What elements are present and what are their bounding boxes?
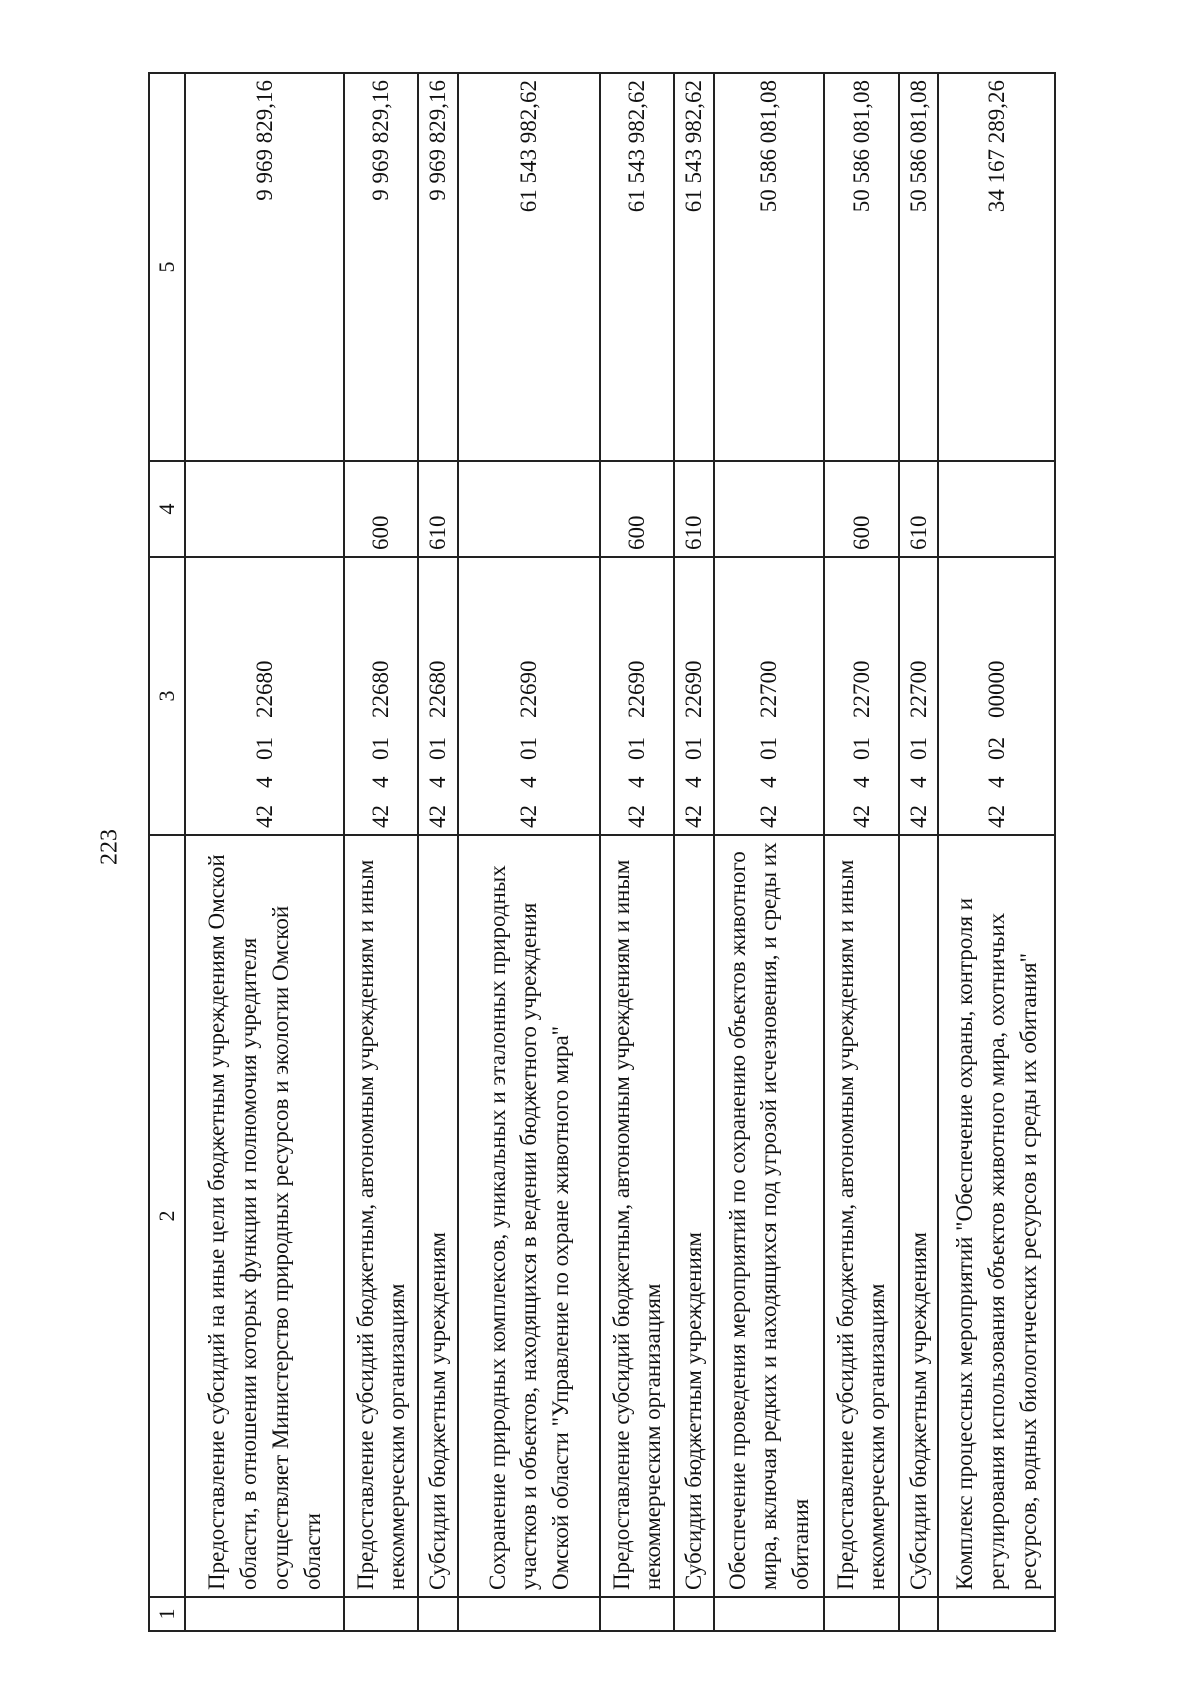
table-row [674, 73, 714, 1631]
row-number-cell [938, 1597, 1055, 1631]
code-type: 4 [251, 776, 277, 788]
expense-kind-cell: 600 [824, 461, 898, 557]
code-element: 01 [425, 737, 451, 760]
amount-cell: 9 969 829,16 [418, 73, 458, 461]
code-type: 4 [681, 776, 707, 788]
code-cell [418, 557, 458, 835]
code-direction: 22680 [425, 660, 451, 718]
description-cell: Субсидии бюджетным учреждениям [418, 835, 458, 1597]
table-row [600, 73, 674, 1631]
row-number-cell [344, 1597, 418, 1631]
code-cell [714, 557, 824, 835]
description-cell: Субсидии бюджетным учреждениям [674, 835, 714, 1597]
code-type: 4 [756, 776, 782, 788]
code-program: 42 [251, 805, 277, 828]
header-col-1: 1 [149, 1597, 185, 1631]
header-col-4: 4 [149, 461, 185, 557]
amount-cell: 50 586 081,08 [714, 73, 824, 461]
amount-cell: 9 969 829,16 [185, 73, 344, 461]
code-element: 01 [516, 737, 542, 760]
amount-cell: 50 586 081,08 [899, 73, 939, 461]
expense-kind-cell [938, 461, 1055, 557]
table-row [185, 73, 344, 1631]
amount-cell: 34 167 289,26 [938, 73, 1055, 461]
row-number-cell [418, 1597, 458, 1631]
description-cell: Обеспечение проведения мероприятий по сохранению объектов животного мира, включая редких и находящихся под угрозой исчезновения, и среды их обитания [714, 835, 824, 1597]
code-program: 42 [848, 805, 874, 828]
code-program: 42 [425, 805, 451, 828]
code-cell [600, 557, 674, 835]
code-element: 01 [681, 737, 707, 760]
code-program: 42 [681, 805, 707, 828]
header-row [149, 73, 185, 1631]
code-cell [674, 557, 714, 835]
code-direction: 00000 [983, 660, 1009, 718]
expense-kind-cell [714, 461, 824, 557]
code-direction: 22690 [516, 660, 542, 718]
code-program: 42 [905, 805, 931, 828]
row-number-cell [458, 1597, 600, 1631]
code-cell [938, 557, 1055, 835]
budget-table [148, 72, 1056, 1632]
code-element: 02 [983, 737, 1009, 760]
table-row [938, 73, 1055, 1631]
code-element: 01 [848, 737, 874, 760]
description-cell: Предоставление субсидий бюджетным, автономным учреждениям и иным некоммерческим организациям [600, 835, 674, 1597]
amount-cell: 61 543 982,62 [458, 73, 600, 461]
code-direction: 22690 [624, 660, 650, 718]
row-number-cell [824, 1597, 898, 1631]
code-type: 4 [425, 776, 451, 788]
header-col-2: 2 [149, 835, 185, 1597]
code-element: 01 [905, 737, 931, 760]
code-cell [824, 557, 898, 835]
code-direction: 22700 [756, 660, 782, 718]
amount-cell: 9 969 829,16 [344, 73, 418, 461]
expense-kind-cell: 600 [344, 461, 418, 557]
amount-cell: 61 543 982,62 [600, 73, 674, 461]
expense-kind-cell [185, 461, 344, 557]
table-row [899, 73, 939, 1631]
expense-kind-cell [458, 461, 600, 557]
code-program: 42 [756, 805, 782, 828]
code-element: 01 [756, 737, 782, 760]
table-row [458, 73, 600, 1631]
table-row [344, 73, 418, 1631]
page-number: 223 [96, 829, 123, 865]
code-program: 42 [624, 805, 650, 828]
code-cell [344, 557, 418, 835]
code-type: 4 [368, 776, 394, 788]
code-direction: 22680 [368, 660, 394, 718]
code-element: 01 [368, 737, 394, 760]
code-type: 4 [983, 776, 1009, 788]
code-direction: 22690 [681, 660, 707, 718]
description-cell: Сохранение природных комплексов, уникальных и эталонных природных участков и объектов, находящихся в ведении бюджетного учреждения Омской области "Управление по охране животного мира" [458, 835, 600, 1597]
budget-table-wrapper [148, 72, 1056, 1632]
code-cell [899, 557, 939, 835]
code-type: 4 [905, 776, 931, 788]
expense-kind-cell: 610 [418, 461, 458, 557]
table-row [714, 73, 824, 1631]
code-direction: 22680 [251, 660, 277, 718]
amount-cell: 61 543 982,62 [674, 73, 714, 461]
row-number-cell [600, 1597, 674, 1631]
description-cell: Комплекс процессных мероприятий "Обеспечение охраны, контроля и регулирования использования объектов животного мира, охотничьих ресурсов, водных биологических ресурсов и среды их обитания" [938, 835, 1055, 1597]
expense-kind-cell: 600 [600, 461, 674, 557]
code-direction: 22700 [848, 660, 874, 718]
code-type: 4 [848, 776, 874, 788]
header-col-5: 5 [149, 73, 185, 461]
expense-kind-cell: 610 [899, 461, 939, 557]
table-row [418, 73, 458, 1631]
code-type: 4 [624, 776, 650, 788]
code-cell [458, 557, 600, 835]
description-cell: Субсидии бюджетным учреждениям [899, 835, 939, 1597]
description-cell: Предоставление субсидий бюджетным, автономным учреждениям и иным некоммерческим организациям [344, 835, 418, 1597]
code-element: 01 [251, 737, 277, 760]
row-number-cell [899, 1597, 939, 1631]
expense-kind-cell: 610 [674, 461, 714, 557]
code-direction: 22700 [905, 660, 931, 718]
code-element: 01 [624, 737, 650, 760]
row-number-cell [674, 1597, 714, 1631]
amount-cell: 50 586 081,08 [824, 73, 898, 461]
code-program: 42 [516, 805, 542, 828]
code-program: 42 [983, 805, 1009, 828]
description-cell: Предоставление субсидий бюджетным, автономным учреждениям и иным некоммерческим организациям [824, 835, 898, 1597]
table-row [824, 73, 898, 1631]
code-program: 42 [368, 805, 394, 828]
row-number-cell [714, 1597, 824, 1631]
header-col-3: 3 [149, 557, 185, 835]
row-number-cell [185, 1597, 344, 1631]
code-cell [185, 557, 344, 835]
description-cell: Предоставление субсидий на иные цели бюджетным учреждениям Омской области, в отношении которых функции и полномочия учредителя осуществляет Министерство природных ресурсов и экологии Омской области [185, 835, 344, 1597]
code-type: 4 [516, 776, 542, 788]
